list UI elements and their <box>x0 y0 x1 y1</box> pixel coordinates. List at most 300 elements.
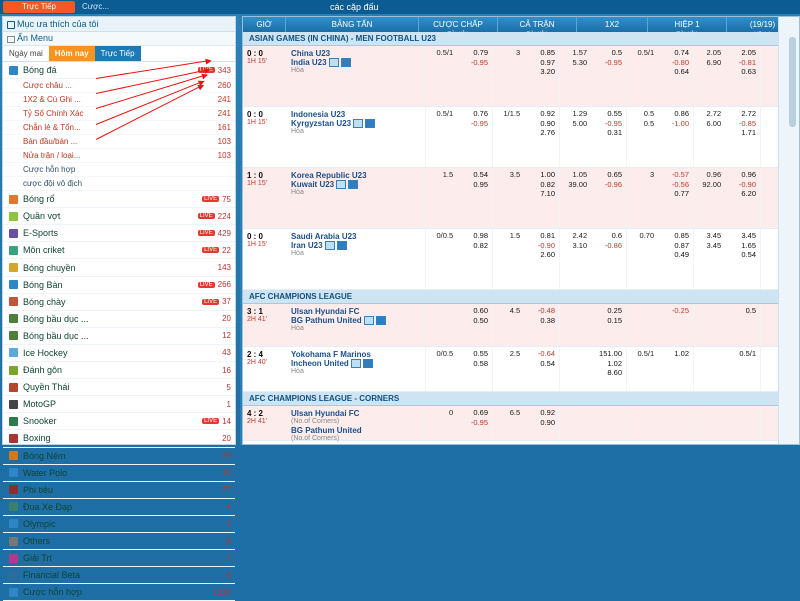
odds-value[interactable]: 0.92 <box>540 408 555 417</box>
col-half1-label: HIỆP 1 <box>674 20 700 29</box>
odds-value[interactable]: 0.98 <box>473 231 488 240</box>
odds-value[interactable]: 0.38 <box>540 315 555 325</box>
sidebar-item-count: 343 <box>217 65 231 75</box>
sidebar-subitem-outright[interactable] <box>3 177 235 191</box>
volleyball-icon <box>9 263 18 272</box>
odds-value[interactable]: 0.97 <box>540 57 555 67</box>
match-teams[interactable] <box>289 229 425 289</box>
odds-value[interactable]: 0.76 <box>473 109 488 118</box>
live-badge: LIVE <box>199 213 213 220</box>
sidebar-item-label: Giải Trí <box>23 553 53 564</box>
match-time <box>243 168 289 228</box>
away-team-line <box>291 359 423 368</box>
sidebar-item-label: Ice Hockey <box>23 347 68 358</box>
tab-live[interactable]: Trực Tiếp <box>95 46 141 61</box>
sidebar-item-volleyball[interactable] <box>3 259 235 276</box>
sidebar-item-boxing[interactable] <box>3 430 235 447</box>
sidebar-item-count: 29 <box>222 451 231 461</box>
match-teams[interactable] <box>289 46 425 106</box>
odds-value[interactable]: 8.60 <box>607 368 622 377</box>
water-polo-icon <box>9 468 18 477</box>
away-team-line <box>291 119 423 128</box>
odds-value[interactable]: 0.79 <box>473 48 488 57</box>
stream-icon[interactable] <box>365 119 375 128</box>
odds-col-handicap[interactable] <box>425 406 492 440</box>
sidebar-item-table-tennis[interactable] <box>3 277 235 294</box>
odds-value[interactable]: 0.50 <box>473 315 488 325</box>
odds-line: 6.00 <box>706 118 722 128</box>
stream-icon[interactable] <box>348 180 358 189</box>
odds-col-fulltime[interactable] <box>492 347 559 391</box>
odds-value[interactable]: 0.60 <box>473 306 488 315</box>
tennis-icon <box>9 212 18 221</box>
away-team-line <box>291 180 423 189</box>
odds-col-extra[interactable] <box>693 406 760 440</box>
match-row[interactable] <box>243 229 799 290</box>
match-time <box>243 107 289 167</box>
league-title: ASIAN GAMES (IN CHINA) - MEN FOOTBALL U23 <box>243 32 799 46</box>
odds-value[interactable]: -0.80 <box>671 57 689 67</box>
odds-col-extra[interactable] <box>693 229 760 289</box>
odds-value[interactable]: 2.76 <box>540 128 555 137</box>
sidebar-item-mixed-bet[interactable] <box>3 584 235 601</box>
col-half1 <box>648 17 727 38</box>
odds-col-1x2[interactable] <box>559 168 626 228</box>
sidebar-item-rugby-league[interactable] <box>3 328 235 345</box>
sidebar-item-label: Bóng Bàn <box>23 279 63 290</box>
football-icon <box>9 66 18 75</box>
financial-icon <box>9 571 18 580</box>
sidebar-item-golf[interactable] <box>3 362 235 379</box>
odds-value[interactable]: 0.90 <box>540 118 555 128</box>
odds-value[interactable]: -0.90 <box>738 179 756 189</box>
odds-value[interactable]: 151.00 <box>599 349 622 358</box>
live-badge: LIVE <box>204 418 218 425</box>
match-teams[interactable] <box>289 107 425 167</box>
col-1x2: 1X2 <box>577 17 648 32</box>
tv-icon[interactable] <box>364 316 374 325</box>
sidebar-item-cricket[interactable] <box>3 242 235 259</box>
odds-value[interactable]: 0.69 <box>473 408 488 417</box>
sidebar-subitem-count: 103 <box>217 151 231 161</box>
sidebar-item-count: 20 <box>222 433 231 443</box>
odds-col-handicap[interactable] <box>425 229 492 289</box>
baseball-icon <box>9 297 18 306</box>
odds-cells[interactable] <box>425 107 760 167</box>
sidebar-item-label: Bóng rổ <box>23 194 55 205</box>
odds-panel <box>242 16 800 445</box>
odds-value[interactable]: 0.64 <box>674 67 689 76</box>
odds-line: 0 <box>448 408 454 417</box>
draw-label: Hòa <box>291 128 304 136</box>
odds-line: 0.5 <box>643 109 655 118</box>
match-score: 2 : 4 <box>247 350 264 359</box>
odds-value[interactable]: 0.6 <box>611 231 622 240</box>
sidebar-item-label: MotoGP <box>23 399 57 410</box>
odds-value[interactable]: 0.54 <box>741 250 756 259</box>
odds-value[interactable]: 0.5/1 <box>739 349 756 358</box>
odds-line: 1.5 <box>509 231 521 240</box>
tv-icon[interactable] <box>353 119 363 128</box>
sidebar-item-label: Môn criket <box>23 245 65 256</box>
odds-col-extra[interactable] <box>693 46 760 106</box>
col-half1-sub: TÀI XỈU <box>676 32 698 38</box>
odds-col-handicap[interactable] <box>425 107 492 167</box>
odds-col-fulltime[interactable] <box>492 107 559 167</box>
sidebar-subitem-label: Tỷ Số Chính Xác <box>23 109 84 119</box>
col-fulltime-label: CẢ TRẬN <box>519 20 555 29</box>
sidebar-item-financial-beta[interactable] <box>3 567 235 584</box>
sidebar-item-olympic[interactable] <box>3 516 235 533</box>
match-score: 0 : 0 <box>247 232 264 241</box>
match-row[interactable] <box>243 46 799 107</box>
match-minute: 2H 40' <box>247 359 268 366</box>
sidebar-subitem-half-knockout[interactable] <box>3 149 235 163</box>
odds-line: 2.42 <box>572 231 588 240</box>
odds-value[interactable]: 1.65 <box>741 240 756 250</box>
match-row[interactable] <box>243 168 799 229</box>
top-bar-caption: các cặp đấu <box>330 2 379 12</box>
odds-col-half1[interactable] <box>626 107 693 167</box>
odds-value[interactable]: 2.05 <box>741 48 756 57</box>
odds-line: 1.5 <box>442 170 454 179</box>
odds-value[interactable]: 0.87 <box>674 240 689 250</box>
odds-line: 3.45 <box>706 240 722 250</box>
odds-value[interactable]: 7.10 <box>540 189 555 198</box>
odds-col-fulltime[interactable] <box>492 229 559 289</box>
sidebar-subitem-count: 103 <box>217 137 231 147</box>
tv-icon[interactable] <box>329 58 339 67</box>
odds-col-extra[interactable] <box>693 107 760 167</box>
odds-cells[interactable] <box>425 46 760 106</box>
match-minute: 1H 15' <box>247 58 268 65</box>
league-title: AFC CHAMPIONS LEAGUE <box>243 290 799 304</box>
odds-col-1x2[interactable] <box>559 406 626 440</box>
stream-icon[interactable] <box>341 58 351 67</box>
sidebar-item-label: Quyền Thái <box>23 382 70 393</box>
odds-cells[interactable] <box>425 347 760 391</box>
odds-value[interactable]: 0.85 <box>674 231 689 240</box>
odds-value[interactable]: 0.25 <box>607 306 622 315</box>
odds-value[interactable]: 0.86 <box>674 109 689 118</box>
match-minute: 1H 15' <box>247 119 268 126</box>
sidebar-item-muay-thai[interactable] <box>3 379 235 396</box>
sidebar-item-basketball[interactable] <box>3 191 235 208</box>
live-badge: LIVE <box>199 230 213 237</box>
odds-col-half1[interactable] <box>626 168 693 228</box>
tab-tomorrow[interactable]: Ngày mai <box>9 49 43 58</box>
odds-cells[interactable] <box>425 304 760 346</box>
odds-value[interactable]: 0.55 <box>607 109 622 118</box>
sidebar-item-label: Cược hỗn hợp <box>23 587 82 598</box>
odds-value[interactable]: 0.55 <box>473 349 488 358</box>
odds-col-half1[interactable] <box>626 46 693 106</box>
odds-value[interactable]: -0.48 <box>537 306 555 315</box>
col-time: GIỜ <box>243 17 286 32</box>
match-minute: 2H 41' <box>247 418 268 425</box>
table-tennis-icon <box>9 280 18 289</box>
cricket-icon <box>9 246 18 255</box>
sidebar-item-label: Bóng Ném <box>23 450 66 461</box>
sidebar-item-count: 12 <box>222 331 231 341</box>
odds-col-fulltime[interactable] <box>492 168 559 228</box>
odds-value[interactable]: 0.15 <box>607 315 622 325</box>
sidebar-item-count: 266 <box>217 280 231 290</box>
odds-line: 92.00 <box>702 179 722 189</box>
odds-value[interactable]: -0.95 <box>604 57 622 67</box>
odds-value[interactable]: -0.85 <box>738 118 756 128</box>
odds-col-extra[interactable] <box>693 168 760 228</box>
odds-col-1x2[interactable] <box>559 229 626 289</box>
sidebar-item-label: Others <box>23 536 51 547</box>
sidebar-item-count: 429 <box>217 228 231 238</box>
sidebar-favourites-header[interactable] <box>3 17 235 32</box>
panel-right-rail <box>778 17 799 444</box>
odds-col-half1[interactable] <box>626 406 693 440</box>
odds-value[interactable]: 0.49 <box>674 250 689 259</box>
odds-value[interactable]: -0.86 <box>604 240 622 250</box>
away-team-line <box>291 58 423 67</box>
match-row[interactable] <box>243 347 799 392</box>
match-time <box>243 347 289 391</box>
sidebar-item-motogp[interactable] <box>3 396 235 413</box>
odds-value[interactable]: 1.02 <box>674 349 689 358</box>
sidebar-item-baseball[interactable] <box>3 294 235 311</box>
odds-value[interactable]: -0.95 <box>470 417 488 427</box>
odds-value[interactable]: 6.20 <box>741 189 756 198</box>
sidebar-subitem-count: 260 <box>217 81 231 91</box>
odds-value[interactable]: 0.95 <box>473 179 488 189</box>
stream-icon[interactable] <box>337 241 347 250</box>
search-input[interactable]: Cược... <box>82 2 110 11</box>
sidebar-item-tennis[interactable] <box>3 208 235 225</box>
odds-col-fulltime[interactable] <box>492 406 559 440</box>
odds-value[interactable]: -0.90 <box>537 240 555 250</box>
entertainment-icon <box>9 554 18 563</box>
odds-value[interactable]: -0.95 <box>604 118 622 128</box>
sidebar-item-ice-hockey[interactable] <box>3 345 235 362</box>
darts-icon <box>9 485 18 494</box>
sidebar-item-handball[interactable] <box>3 448 235 465</box>
match-row[interactable] <box>243 406 799 441</box>
odds-table-header <box>243 17 799 38</box>
odds-value[interactable]: -0.64 <box>537 349 555 358</box>
sidebar-item-snooker[interactable] <box>3 413 235 430</box>
sidebar-subitem-label: Bán đầu/bán ... <box>23 137 78 147</box>
odds-col-extra[interactable] <box>693 304 760 346</box>
tv-icon[interactable] <box>325 241 335 250</box>
odds-value[interactable]: 0.81 <box>540 231 555 240</box>
handball-icon <box>9 451 18 460</box>
stream-icon[interactable] <box>363 359 373 368</box>
odds-line: 6.90 <box>706 57 722 67</box>
odds-col-1x2[interactable] <box>559 107 626 167</box>
golf-icon <box>9 366 18 375</box>
odds-col-handicap[interactable] <box>425 304 492 346</box>
sidebar-subitem-label: Cược hỗn hợp <box>23 165 76 175</box>
away-team: India U23 <box>291 58 327 67</box>
odds-value[interactable]: 0.65 <box>607 170 622 179</box>
match-score: 0 : 0 <box>247 110 264 119</box>
mixed-bet-icon <box>9 588 18 597</box>
sidebar-item-label: E-Sports <box>23 228 59 239</box>
odds-value[interactable]: 0.90 <box>540 417 555 427</box>
odds-format-label: HĐ Lẻ <box>753 32 771 38</box>
sidebar-subitem-label: Nửa trận / loại... <box>23 151 81 161</box>
odds-value[interactable]: -0.95 <box>470 118 488 128</box>
home-team: Ulsan Hyundai FC <box>291 409 360 418</box>
odds-value[interactable]: 3.20 <box>540 67 555 76</box>
odds-value[interactable]: -0.95 <box>470 57 488 67</box>
scrollbar-thumb[interactable] <box>789 37 796 127</box>
odds-col-handicap[interactable] <box>425 168 492 228</box>
odds-line: 0/0.5 <box>436 349 454 358</box>
odds-value[interactable]: 1.02 <box>607 358 622 368</box>
sidebar-item-entertainment[interactable] <box>3 550 235 567</box>
stream-icon[interactable] <box>376 316 386 325</box>
home-team: Indonesia U23 <box>291 110 346 119</box>
match-teams[interactable] <box>289 168 425 228</box>
sidebar-item-water-polo[interactable] <box>3 465 235 482</box>
match-teams[interactable] <box>289 406 425 440</box>
sidebar-subitem-label: cược đội vô địch <box>23 179 83 189</box>
odds-col-1x2[interactable] <box>559 304 626 346</box>
sidebar-item-count: 7 <box>226 553 231 563</box>
league-title: AFC CHAMPIONS LEAGUE - CORNERS <box>243 392 799 406</box>
odds-value[interactable]: 0.82 <box>473 240 488 250</box>
odds-cells[interactable] <box>425 406 760 440</box>
odds-value[interactable]: 1.71 <box>741 128 756 137</box>
sidebar-item-count: 4 <box>226 502 231 512</box>
away-team-line <box>291 316 423 325</box>
sidebar-menu-label: Ẩn Menu <box>17 33 54 43</box>
home-team: Korea Republic U23 <box>291 171 367 180</box>
odds-value[interactable]: 0.31 <box>607 128 622 137</box>
odds-value[interactable]: 2.60 <box>540 250 555 259</box>
odds-value[interactable]: 0.5 <box>611 48 622 57</box>
col-fulltime <box>498 17 577 38</box>
sidebar-item-count: 27 <box>222 485 231 495</box>
odds-col-half1[interactable] <box>626 304 693 346</box>
odds-col-half1[interactable] <box>626 229 693 289</box>
odds-value[interactable]: -0.96 <box>604 179 622 189</box>
odds-col-handicap[interactable] <box>425 347 492 391</box>
sidebar-item-others[interactable] <box>3 533 235 550</box>
odds-line: 0.96 <box>706 170 722 179</box>
odds-value[interactable]: -1.00 <box>671 118 689 128</box>
sidebar-item-count: 143 <box>217 263 231 273</box>
odds-value[interactable]: -0.81 <box>738 57 756 67</box>
odds-col-half1[interactable] <box>626 347 693 391</box>
away-team: Iran U23 <box>291 241 323 250</box>
sidebar-item-cycling[interactable] <box>3 499 235 516</box>
sidebar-item-label: Water Polo <box>23 467 68 478</box>
sidebar-item-count: 1 <box>226 399 231 409</box>
sidebar-item-count: 22 <box>222 245 231 255</box>
sidebar-subitem-halftime-fulltime[interactable] <box>3 135 235 149</box>
odds-cells[interactable] <box>425 229 760 289</box>
sidebar-item-rugby-union[interactable] <box>3 311 235 328</box>
odds-value[interactable]: 0.5 <box>745 306 756 315</box>
odds-line: 6.5 <box>509 408 521 417</box>
draw-label: Hòa <box>291 67 304 75</box>
odds-value[interactable]: 0.58 <box>473 358 488 368</box>
away-team: Kyrgyzstan U23 <box>291 119 352 128</box>
odds-line: 0.70 <box>639 231 655 240</box>
odds-value[interactable]: 0.54 <box>540 358 555 368</box>
odds-value[interactable]: 0.82 <box>540 179 555 189</box>
odds-value[interactable]: 0.54 <box>473 170 488 179</box>
match-teams[interactable] <box>289 347 425 391</box>
live-button[interactable]: Trực Tiếp <box>3 1 75 13</box>
odds-value[interactable]: 0.96 <box>741 170 756 179</box>
market-note: (No.of Corners) <box>291 418 340 425</box>
odds-value[interactable]: -0.57 <box>671 170 689 179</box>
sidebar-item-count: 10 <box>222 468 231 478</box>
odds-value[interactable]: 2.72 <box>741 109 756 118</box>
match-teams[interactable] <box>289 304 425 346</box>
cycling-icon <box>9 502 18 511</box>
sidebar-item-label: Phi tiêu <box>23 484 54 495</box>
odds-col-1x2[interactable] <box>559 347 626 391</box>
odds-value[interactable]: 0.85 <box>540 48 555 57</box>
odds-col-extra[interactable] <box>693 347 760 391</box>
odds-col-fulltime[interactable] <box>492 46 559 106</box>
live-badge: LIVE <box>204 247 218 254</box>
away-team: Kuwait U23 <box>291 180 335 189</box>
sidebar-item-label: Bóng bầu dục ... <box>23 330 89 341</box>
match-time <box>243 304 289 346</box>
sidebar-item-label: Olympic <box>23 518 56 529</box>
away-team: BG Pathum United <box>291 426 362 435</box>
olympic-icon <box>9 519 18 528</box>
tv-icon[interactable] <box>336 180 346 189</box>
odds-value[interactable]: -0.25 <box>671 306 689 315</box>
odds-col-fulltime[interactable] <box>492 304 559 346</box>
odds-value[interactable]: 0.92 <box>540 109 555 118</box>
sidebar-item-count: 14 <box>222 416 231 426</box>
odds-value[interactable]: 1.00 <box>540 170 555 179</box>
sidebar-item-esports[interactable] <box>3 225 235 242</box>
sidebar-menu-header[interactable] <box>3 32 235 46</box>
odds-value[interactable]: 3.45 <box>741 231 756 240</box>
sidebar-item-label: Đánh gôn <box>23 365 63 376</box>
sidebar-item-darts[interactable] <box>3 482 235 499</box>
odds-line: 2.05 <box>706 48 722 57</box>
odds-col-1x2[interactable] <box>559 46 626 106</box>
sidebar-favourites-label: Mục ưa thích của tôi <box>17 19 99 29</box>
odds-col-handicap[interactable] <box>425 46 492 106</box>
match-row[interactable] <box>243 107 799 168</box>
tv-icon[interactable] <box>351 359 361 368</box>
sidebar-item-label: Bóng đá <box>23 65 57 76</box>
sidebar-item-count: 20 <box>222 314 231 324</box>
odds-line: 0.5/1 <box>436 48 454 57</box>
odds-value[interactable]: 0.63 <box>741 67 756 76</box>
sidebar-item-count: 37 <box>222 297 231 307</box>
odds-cells[interactable] <box>425 168 760 228</box>
odds-line: 0.5 <box>643 118 655 128</box>
odds-line: 2.72 <box>706 109 722 118</box>
col-handicap-sub: TÀI XỈU <box>447 32 469 38</box>
match-row[interactable] <box>243 304 799 347</box>
odds-value[interactable]: 0.74 <box>674 48 689 57</box>
sidebar-subitem-mixed-bet[interactable] <box>3 163 235 177</box>
odds-value[interactable]: -0.56 <box>671 179 689 189</box>
tab-today[interactable]: Hôm nay <box>49 46 95 61</box>
odds-value[interactable]: 0.77 <box>674 189 689 198</box>
col-match: BẢNG TẤN <box>286 17 419 32</box>
